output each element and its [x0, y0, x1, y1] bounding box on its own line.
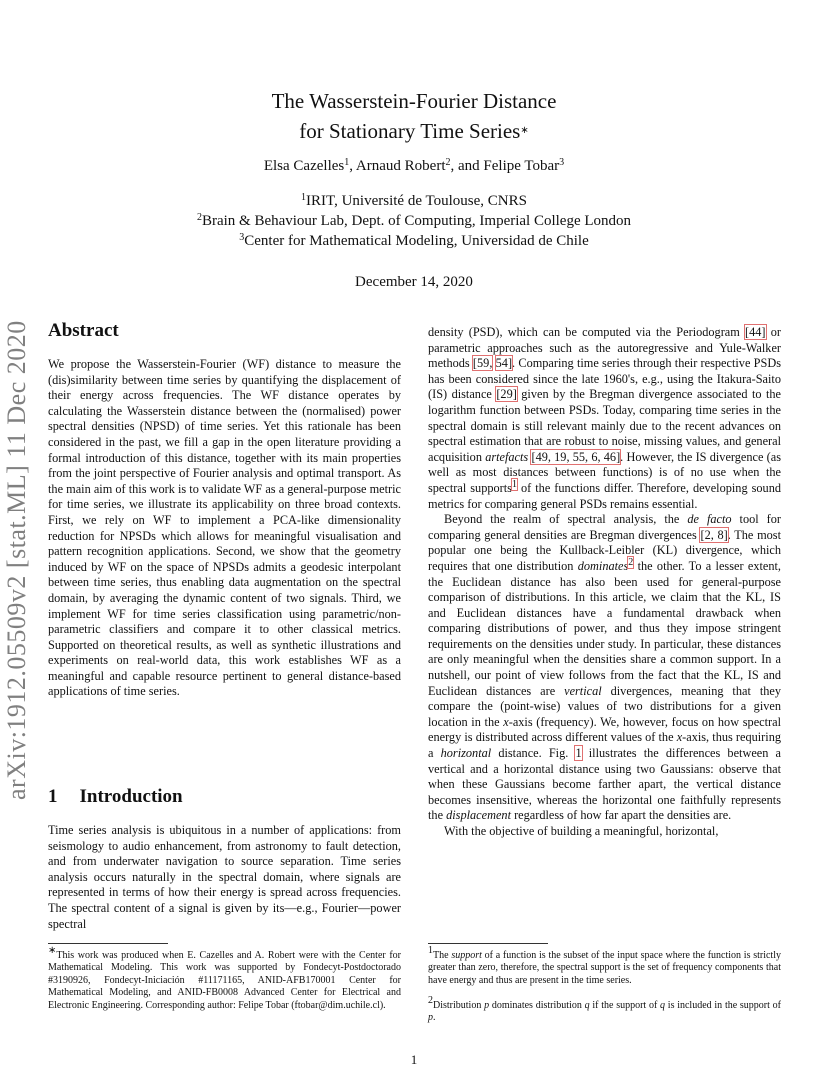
paragraph: Beyond the realm of spectral analysis, the de facto tool for comparing general densities are Bregman divergences [2, 8]. The most popular one being the Kullback-Leibler (KL) divergence, which requires that one distribution dominates$^2$ the other. To a lesser extent, the Euclidean distance has also been used for general-purpose comparison of distributions. In this article, we claim that the KL, IS and Euclidean distances have a fundamental drawback when comparing distributions of power, and thus they impose stringent requirements on the densities under study. In particular, these distances are only meaningful when the densities share a common support. In a nutshell, our point of view follows from the fact that the KL, IS and Euclidean distances are vertical divergences, meaning that they compare the (point-wise) values of two distributions for a given location in the x-axis (frequency). We, however, focus on how spectral energy is distributed across different values of the x-axis, thus requiring a horizontal distance. Fig. 1 illustrates the differences between a vertical and a horizontal distance using two Gaussians: observe that when these Gaussians become farther apart, the vertical distance becomes insensitive, whereas the horizontal one faithfully represents the displacement regardless of how far apart the densities are.	[428, 512, 782, 823]
right-column-text	[428, 325, 781, 840]
footnote-funding: ∗This work was produced when E. Cazelles and A. Robert were with the Center for Mathematical Modeling. This work was supported by Fondecyt-Postdoctorado #3190926, Fondecyt-Iniciación #11171165, ANID-AFB170001 Center for Mathematical Modeling, and ANID-FB0008 Advanced Center for Electrical and Electronic Engineering. Corresponding author: Felipe Tobar (ftobar@dim.uchile.cl).	[48, 945, 401, 1011]
title-line-2: for Stationary Time Series∗	[299, 119, 529, 143]
footnote-2: $^2$Distribution p dominates distribution q if the support of q is included in the support of p.	[428, 995, 781, 1024]
citation-link[interactable]: [44]	[745, 325, 766, 339]
footnote-rule	[48, 943, 168, 944]
abstract-text: We propose the Wasserstein-Fourier (WF) distance to measure the (dis)similarity between time series by quantifying the displacement of their energy across frequencies. The WF distance operates by calculating the Wasserstein distance between the (normalised) power spectral densities (NPSD) of time series. Yet this rationale has been considered in the past, we fill a gap in the open literature providing a formal introduction of this distance, together with its main properties from the joint perspective of Fourier analysis and optimal transport. As the main aim of this work is to validate WF as a general-purpose metric for time series, we illustrate its applicability on three broad contexts. First, we rely on WF to implement a PCA-like dimensionality reduction for NPSDs which allows for meaningful visualisation and pattern recognition applications. Second, we show that the geometry induced by WF on the space of NPSDs admits a geodesic interpolant between time series, thus enabling data augmentation on the spectral domain, by averaging the dynamic content of two signals. Third, we implement WF for time series classification using parametric/non-parametric classifiers and compare it to other classical metrics. Supported on theoretical results, as well as synthetic illustrations and experiments on real-world data, this work establishes WF as a meaningful and capable resource pertinent to general distance-based applications of time series.	[48, 357, 401, 699]
footnote-rule	[428, 943, 548, 944]
affiliation: $^2$Brain & Behaviour Lab, Dept. of Computing, Imperial College London	[196, 212, 632, 229]
paragraph: With the objective of building a meaningful, horizontal,	[444, 824, 719, 838]
affiliation: $^3$Center for Mathematical Modeling, Universidad de Chile	[239, 232, 589, 249]
title-line-1: The Wasserstein-Fourier Distance	[271, 89, 557, 113]
citation-link[interactable]: 54]	[495, 356, 513, 371]
author-name: Elsa Cazelles	[263, 158, 345, 174]
footnote-link[interactable]: 1	[511, 478, 517, 490]
affiliation-list	[0, 191, 828, 251]
arxiv-identifier-stamp: arXiv:1912.05509v2 [stat.ML] 11 Dec 2020	[2, 320, 31, 800]
author-name: Felipe Tobar	[483, 158, 560, 174]
citation-link[interactable]: [59,	[472, 356, 493, 371]
footnote-1: $^1$The support of a function is the subset of the input space where the function is strictly greater than zero, therefore, the spectral support is the set of frequency components that have energy and thus are present in the time series.	[428, 945, 781, 986]
paragraph: density (PSD), which can be computed via the Periodogram [44] or parametric approaches such as the autoregressive and Yule-Walker methods [59, 54]. Comparing time series through their respective PSDs has been considered since the late 1960's, e.g., using the Itakura-Saito (IS) distance [29] given by the Bregman divergence associated to the logarithm function between PSDs. Today, comparing time series in the spectral domain is still relevant mainly due to the recent advances on spectral estimation that are robust to noise, missing values, and general acquisition artefacts [49, 19, 55, 6, 46]. However, the IS divergence (as well as most distances between functions) is of no use when the spectral supports$^1$ of the functions differ. Therefore, developing sound metrics for comparing general PSDs remains essential.	[428, 325, 782, 511]
footnote-link[interactable]: 2	[628, 556, 634, 568]
citation-link[interactable]: [2, 8]	[700, 527, 728, 542]
affiliation: $^1$IRIT, Université de Toulouse, CNRS	[301, 192, 527, 209]
publication-date: December 14, 2020	[355, 274, 473, 290]
section-number: 1	[48, 786, 58, 807]
citation-link[interactable]: [49, 19, 55, 6, 46]	[531, 449, 621, 464]
title-footnote-mark: ∗	[520, 125, 529, 136]
figure-link[interactable]: 1	[575, 746, 582, 761]
introduction-text: Time series analysis is ubiquitous in a number of applications: from seismology to audio enhancement, from astronomy to fault detection, and from underwater navigation to source separation. Time series analysis occurs naturally in the spectral domain, where signals are represented in terms of how their energy is spread across frequencies. The spectral content of a signal is given by its—e.g., Fourier—power spectral	[48, 823, 401, 931]
page-number: 1	[410, 1052, 418, 1067]
author-list: Elsa Cazelles$^1$, Arnaud Robert$^2$, and Felipe Tobar$^3$	[263, 157, 565, 174]
paper-title	[0, 86, 828, 146]
citation-link[interactable]: [29]	[496, 387, 517, 402]
abstract-heading: Abstract	[48, 320, 119, 341]
introduction-heading: 1 Introduction	[48, 786, 183, 807]
author-name: Arnaud Robert	[355, 158, 446, 174]
